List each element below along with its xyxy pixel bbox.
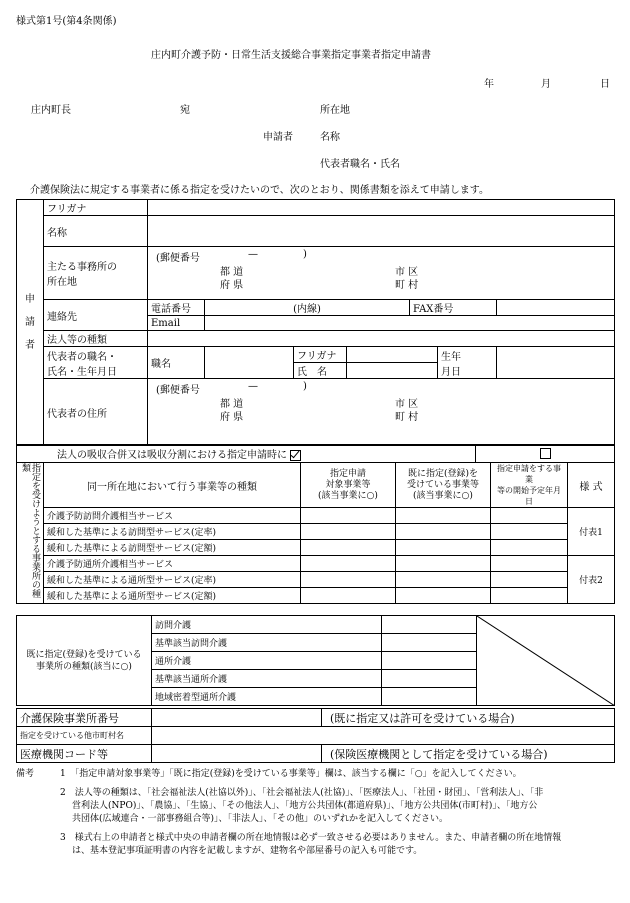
corp-type-field[interactable] <box>148 331 615 347</box>
service-row-1: 介護予防訪問介護相当サービス <box>44 508 301 524</box>
service-type-header: 同一所在地において行う事業等の種類 <box>44 463 301 508</box>
rep-address-label: 代表者の住所 <box>44 379 148 446</box>
existing-row-4-mark[interactable] <box>382 670 477 688</box>
medical-code-note: (保険医療機関として指定を受けている場合) <box>322 745 615 763</box>
fax-label: FAX番号 <box>410 300 497 316</box>
existing-row-2: 基準該当訪問介護 <box>152 634 382 652</box>
service-row-5-existing[interactable] <box>396 572 491 588</box>
notes-label: 備考 <box>16 769 35 779</box>
service-row-5-target[interactable] <box>301 572 396 588</box>
date-year: 年 <box>484 79 494 90</box>
existing-label: 既に指定(登録)を受けている事業所の種類(該当に○) <box>17 616 152 706</box>
rep-address-field[interactable]: (郵便番号 — ) 都 道 府 県 市 区 町 村 <box>148 379 615 446</box>
service-row-3-target[interactable] <box>301 540 396 556</box>
form-number: 様式第1号(第4条関係) <box>16 16 117 27</box>
service-row-1-start[interactable] <box>491 508 568 524</box>
note-2b: 営利法人(NPO)」、「農協」、「生協」、「その他法人」、「地方公共団体(都道府県)」、「地方公共団体(市町村)」、「地方公 <box>72 801 538 811</box>
applicant-name-label: 名称 <box>320 132 340 143</box>
existing-diagonal-cell <box>477 616 615 706</box>
service-row-2-start[interactable] <box>491 524 568 540</box>
existing-header: 既に指定(登録)を 受けている事業等 (該当事業に○) <box>396 463 491 508</box>
phone-label: 電話番号 <box>148 300 205 316</box>
email-field[interactable] <box>205 316 615 331</box>
service-row-1-existing[interactable] <box>396 508 491 524</box>
birth-field[interactable] <box>497 347 615 379</box>
name-field[interactable] <box>148 216 615 247</box>
email-label: Email <box>148 316 205 331</box>
addressee: 庄内町長 <box>31 105 71 116</box>
office-address-field[interactable]: (郵便番号 — ) 都 道 府 県 市 区 町 村 <box>148 247 615 300</box>
services-table <box>16 462 615 604</box>
medical-code-label: 医療機関コード等 <box>17 745 152 763</box>
applicant-label: 申請者 <box>263 132 293 143</box>
service-row-5: 緩和した基準による通所型サービス(定率) <box>44 572 301 588</box>
services-side-label: 指定を受けようとする事業所の種類 <box>17 463 44 604</box>
corp-type-label: 法人等の種類 <box>44 331 148 347</box>
rep-name-label: 氏 名 <box>294 363 347 379</box>
representative-label: 代表者職名・氏名 <box>320 159 400 170</box>
applicant-table <box>16 199 615 446</box>
service-row-2-target[interactable] <box>301 524 396 540</box>
form-header: 様 式 <box>568 463 615 508</box>
service-row-3-start[interactable] <box>491 540 568 556</box>
form-ref-2: 付表2 <box>568 556 615 604</box>
codes-table <box>16 708 615 763</box>
existing-row-3: 通所介護 <box>152 652 382 670</box>
name-label: 名称 <box>44 216 148 247</box>
notes-section <box>16 768 561 858</box>
note-3b: は、基本登記事項証明書の内容を記載しますが、建物名や部屋番号の記入も可能です。 <box>72 846 423 856</box>
medical-code-field[interactable] <box>152 745 322 763</box>
date-day: 日 <box>600 79 610 90</box>
note-2a: 2 法人等の種類は、「社会福祉法人(社協以外)」、「社会福祉法人(社協)」、「医療法人」、「社団・財団」、「営利法人」、「非 <box>60 788 544 798</box>
merger-checkbox-empty[interactable] <box>540 448 551 459</box>
merger-other-cell <box>476 445 615 463</box>
note-2c: 共団体(広域連合・一部事務組合等)」、「非法人」、「その他」のいずれかを記入してください。 <box>72 814 449 824</box>
date-month: 月 <box>541 79 551 90</box>
existing-row-5: 地域密着型通所介護 <box>152 688 382 706</box>
service-row-2: 緩和した基準による訪問型サービス(定率) <box>44 524 301 540</box>
rep-furigana-field[interactable] <box>347 347 438 363</box>
service-row-6-target[interactable] <box>301 588 396 604</box>
merger-row <box>17 445 476 463</box>
honorific: 宛 <box>180 105 190 116</box>
service-row-6-start[interactable] <box>491 588 568 604</box>
merger-checkbox[interactable] <box>290 450 301 461</box>
rep-furigana-label: フリガナ <box>294 347 347 363</box>
existing-row-5-mark[interactable] <box>382 688 477 706</box>
office-address-label: 主たる事務所の 所在地 <box>44 247 148 300</box>
position-label: 職名 <box>148 347 205 379</box>
service-row-6-existing[interactable] <box>396 588 491 604</box>
kaigo-number-field[interactable] <box>152 709 322 727</box>
service-row-6: 緩和した基準による通所型サービス(定額) <box>44 588 301 604</box>
fax-field[interactable] <box>497 300 615 316</box>
kaigo-number-note: (既に指定又は許可を受けている場合) <box>322 709 615 727</box>
representative-info-label: 代表者の職名・ 氏名・生年月日 <box>44 347 148 379</box>
intro-text: 介護保険法に規定する事業者に係る指定を受けたいので、次のとおり、関係書類を添えて申請します。 <box>30 185 489 196</box>
service-row-4-target[interactable] <box>301 556 396 572</box>
service-row-2-existing[interactable] <box>396 524 491 540</box>
applicant-address-label: 所在地 <box>320 105 350 116</box>
merger-text: 法人の吸収合併又は吸収分割における指定申請時に <box>57 450 287 461</box>
note-3a: 3 様式右上の申請者と様式中央の申請者欄の所在地情報は必ず一致させる必要はありません。また、申請者欄の所在地情報 <box>60 833 562 843</box>
other-city-field[interactable] <box>152 727 615 745</box>
furigana-label: フリガナ <box>44 200 148 216</box>
target-header: 指定申請 対象事業等 (該当事業に○) <box>301 463 396 508</box>
birth-label: 生年 月日 <box>438 347 497 379</box>
service-row-5-start[interactable] <box>491 572 568 588</box>
position-field[interactable] <box>205 347 294 379</box>
furigana-field[interactable] <box>148 200 615 216</box>
rep-name-field[interactable] <box>347 363 438 379</box>
start-date-header: 指定申請をする事業 等の開始予定年月日 <box>491 463 568 508</box>
service-row-4: 介護予防通所介護相当サービス <box>44 556 301 572</box>
merger-table <box>16 444 615 463</box>
existing-row-2-mark[interactable] <box>382 634 477 652</box>
kaigo-number-label: 介護保険事業所番号 <box>17 709 152 727</box>
existing-row-1: 訪問介護 <box>152 616 382 634</box>
existing-row-4: 基準該当通所介護 <box>152 670 382 688</box>
note-1: 1 「指定申請対象事業等」「既に指定(登録)を受けている事業等」欄は、該当する欄に「○」を記入してください。 <box>60 769 522 779</box>
service-row-1-target[interactable] <box>301 508 396 524</box>
existing-table <box>16 615 615 706</box>
form-ref-1: 付表1 <box>568 508 615 556</box>
existing-row-3-mark[interactable] <box>382 652 477 670</box>
other-city-label: 指定を受けている他市町村名 <box>17 727 152 745</box>
contact-label: 連絡先 <box>44 300 148 331</box>
existing-row-1-mark[interactable] <box>382 616 477 634</box>
applicant-side-label: 申 請 者 <box>17 200 44 446</box>
service-row-3: 緩和した基準による訪問型サービス(定額) <box>44 540 301 556</box>
diagonal-line <box>477 616 615 706</box>
phone-field[interactable]: (内線) <box>205 300 410 316</box>
page-title: 庄内町介護予防・日常生活支援総合事業指定事業者指定申請書 <box>151 50 431 61</box>
service-row-4-existing[interactable] <box>396 556 491 572</box>
service-row-4-start[interactable] <box>491 556 568 572</box>
service-row-3-existing[interactable] <box>396 540 491 556</box>
